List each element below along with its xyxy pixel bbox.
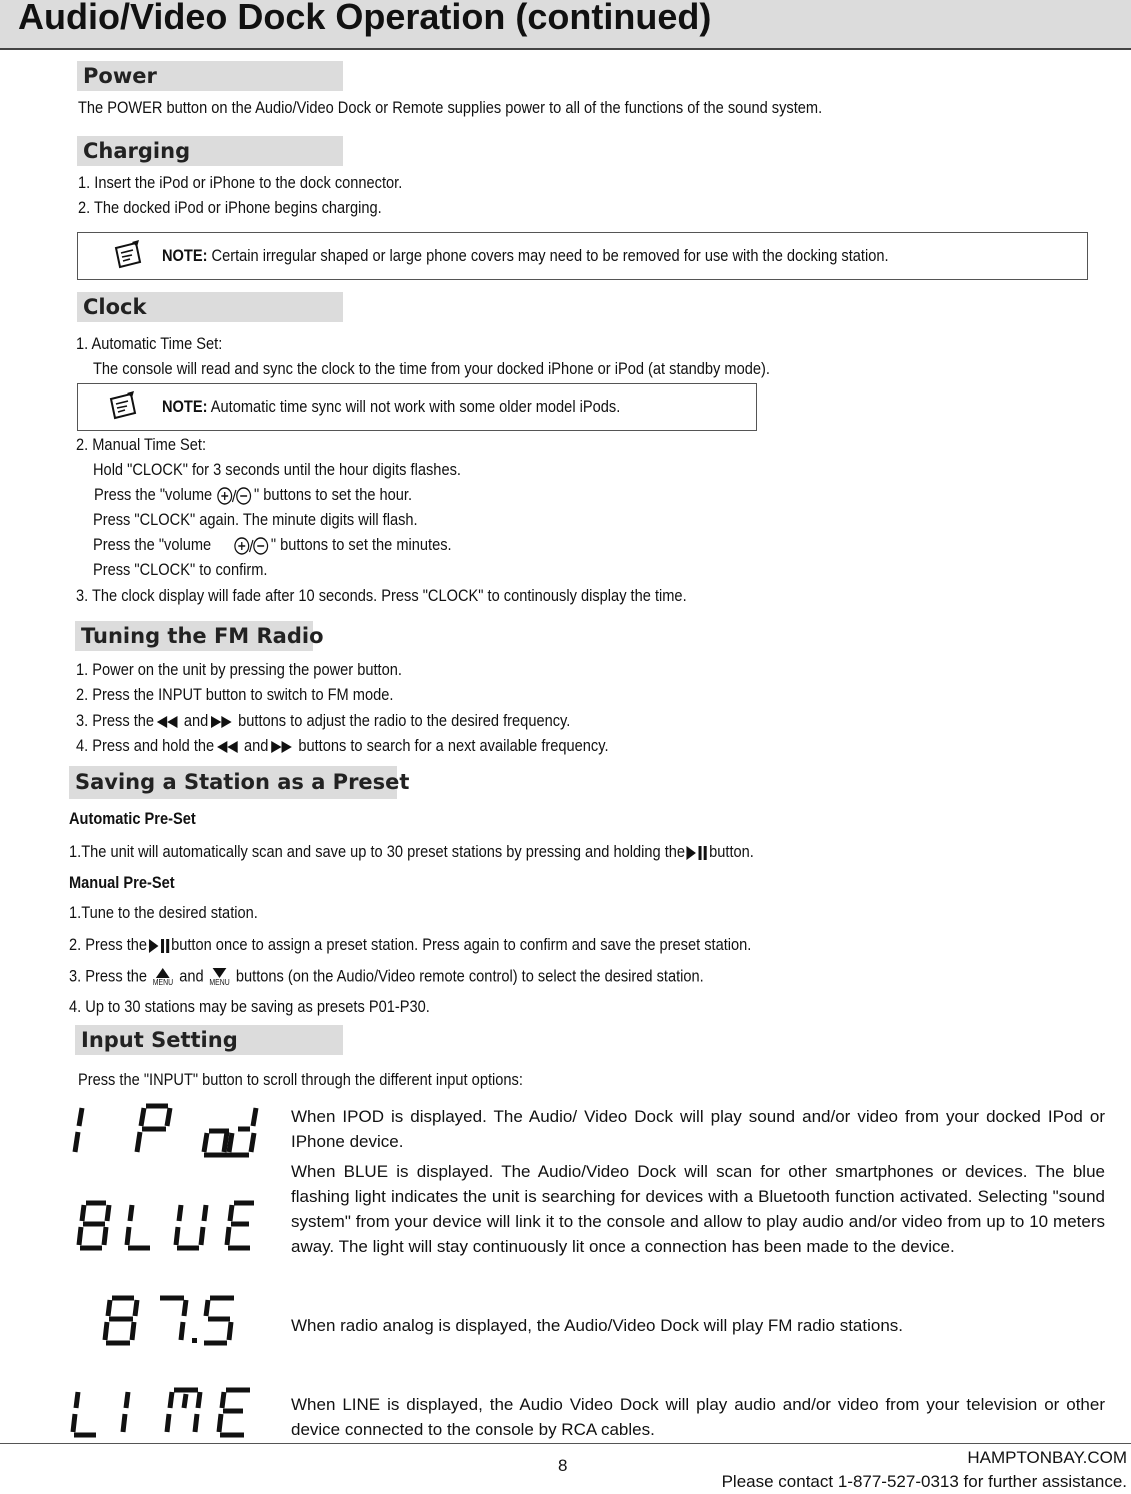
text-segment: buttons to search for a next available frequency. bbox=[298, 736, 609, 755]
clock-note bbox=[162, 397, 620, 417]
clock-step-3: 3. The clock display will fade after 10 seconds. Press "CLOCK" to continously display the time. bbox=[76, 586, 687, 605]
clock-manual-line-4 bbox=[93, 535, 452, 556]
footer-contact-block bbox=[722, 1446, 1127, 1494]
clock-manual-line-3: Press "CLOCK" again. The minute digits will flash. bbox=[93, 510, 418, 529]
preset-manual-step-1: 1.Tune to the desired station. bbox=[69, 903, 258, 922]
preset-auto-step bbox=[69, 842, 754, 862]
text-segment: 3. Press the bbox=[69, 966, 148, 986]
text-segment: 2. Press the bbox=[69, 935, 148, 954]
input-option-blue: When BLUE is displayed. The Audio/Video Dock will scan for other smartphones or devices. The blue flashing light indicates the unit is searching for devices with a Bluetooth function activated. Selecting "sound system" from your device will link it to the console and allow to play audio and/or video from up to 10 meters away. The light will stay continuously lit once a connection has been made to the device. bbox=[291, 1162, 1105, 1256]
section-heading-preset: Saving a Station as a Preset bbox=[69, 766, 397, 799]
footer-website: HAMPTONBAY.COM bbox=[967, 1448, 1127, 1467]
charging-step-2: 2. The docked iPod or iPhone begins charging. bbox=[78, 198, 382, 217]
menu-label: MENU bbox=[152, 978, 174, 987]
text-segment: 4. Press and hold the bbox=[76, 736, 215, 755]
power-text: The POWER button on the Audio/Video Dock or Remote supplies power to all of the functions of the sound system. bbox=[78, 98, 823, 117]
fm-step-3 bbox=[76, 711, 570, 731]
section-heading-charging: Charging bbox=[77, 136, 343, 166]
note-text: Automatic time sync will not work with some older model iPods. bbox=[210, 397, 621, 416]
menu-down-icon bbox=[208, 966, 232, 988]
lcd-fm-display bbox=[100, 1290, 250, 1350]
note-label: NOTE: bbox=[162, 397, 208, 416]
section-heading-power: Power bbox=[77, 61, 343, 91]
volume-plus-minus-icon bbox=[233, 536, 271, 556]
input-intro: Press the "INPUT" button to scroll through the different input options: bbox=[78, 1070, 523, 1089]
clock-manual-line-5: Press "CLOCK" to confirm. bbox=[93, 560, 268, 579]
clock-manual-line-1: Hold "CLOCK" for 3 seconds until the hour digits flashes. bbox=[93, 460, 461, 479]
note-text: Certain irregular shaped or large phone covers may need to be removed for use with the docking station. bbox=[211, 246, 889, 265]
clock-auto-text: The console will read and sync the clock to the time from your docked iPhone or iPod (at standby mode). bbox=[93, 359, 770, 378]
clock-auto-title: 1. Automatic Time Set: bbox=[76, 334, 223, 353]
fm-step-1: 1. Power on the unit by pressing the power button. bbox=[76, 660, 402, 679]
text-segment: buttons (on the Audio/Video remote control) to select the desired station. bbox=[235, 966, 704, 986]
text-segment: button once to assign a preset station. Press again to confirm and save the preset station. bbox=[171, 935, 752, 954]
section-heading-input: Input Setting bbox=[75, 1025, 343, 1055]
lcd-blue-display bbox=[76, 1195, 266, 1255]
fast-forward-icon bbox=[268, 739, 294, 755]
preset-manual-step-3 bbox=[69, 966, 704, 988]
preset-manual-step-4: 4. Up to 30 stations may be saving as presets P01-P30. bbox=[69, 997, 430, 1016]
text-segment: " buttons to set the hour. bbox=[254, 485, 413, 504]
input-option-line: When LINE is displayed, the Audio Video Dock will play audio and/or video from your television or other device connected to the console by RCA cables. bbox=[291, 1395, 1105, 1439]
text-segment: button. bbox=[709, 842, 754, 861]
clock-manual-title: 2. Manual Time Set: bbox=[76, 435, 207, 454]
note-icon bbox=[110, 240, 144, 270]
charging-note-box bbox=[77, 232, 1088, 280]
input-option-fm: When radio analog is displayed, the Audio/Video Dock will play FM radio stations. bbox=[291, 1316, 904, 1335]
clock-manual-line-2 bbox=[94, 485, 412, 506]
text-segment: and bbox=[183, 711, 209, 730]
text-segment: and bbox=[179, 966, 204, 986]
menu-up-icon bbox=[151, 966, 175, 988]
preset-manual-title: Manual Pre-Set bbox=[69, 873, 175, 892]
input-option-ipod: When IPOD is displayed. The Audio/ Video Dock will play sound and/or video from your docked IPod or IPhone device. bbox=[291, 1107, 1105, 1151]
fast-forward-icon bbox=[208, 714, 234, 730]
play-pause-icon bbox=[147, 937, 171, 955]
footer-contact: Please contact 1-877-527-0313 for further assistance. bbox=[721, 1472, 1127, 1491]
text-segment: 3. Press the bbox=[76, 711, 155, 730]
text-segment: Press the "volume bbox=[93, 535, 212, 554]
preset-auto-title: Automatic Pre-Set bbox=[69, 809, 196, 828]
note-icon bbox=[105, 391, 139, 421]
section-heading-fm: Tuning the FM Radio bbox=[75, 621, 313, 651]
menu-label: MENU bbox=[209, 978, 230, 987]
text-segment: and bbox=[244, 736, 269, 755]
lcd-ipod-display bbox=[64, 1100, 264, 1160]
play-pause-icon bbox=[685, 844, 709, 862]
charging-step-1: 1. Insert the iPod or iPhone to the dock connector. bbox=[78, 173, 403, 192]
preset-manual-step-2 bbox=[69, 935, 751, 955]
charging-note bbox=[162, 246, 889, 266]
fm-step-4 bbox=[76, 736, 609, 756]
text-segment: 1.The unit will automatically scan and save up to 30 preset stations by pressing and holding the bbox=[69, 842, 686, 861]
text-segment: " buttons to set the minutes. bbox=[270, 535, 452, 554]
note-label: NOTE: bbox=[162, 246, 208, 265]
page-number: 8 bbox=[558, 1456, 568, 1475]
lcd-line-display bbox=[66, 1382, 266, 1442]
rewind-icon bbox=[154, 714, 180, 730]
text-segment: buttons to adjust the radio to the desired frequency. bbox=[238, 711, 571, 730]
text-segment: Press the "volume bbox=[94, 485, 213, 504]
clock-note-box bbox=[77, 383, 757, 431]
page-title: Audio/Video Dock Operation (continued) bbox=[18, 0, 712, 37]
fm-step-2: 2. Press the INPUT button to switch to FM mode. bbox=[76, 685, 394, 704]
footer-divider bbox=[0, 1443, 1131, 1444]
volume-plus-minus-icon bbox=[216, 486, 254, 506]
rewind-icon bbox=[214, 739, 240, 755]
section-heading-clock: Clock bbox=[77, 292, 343, 322]
